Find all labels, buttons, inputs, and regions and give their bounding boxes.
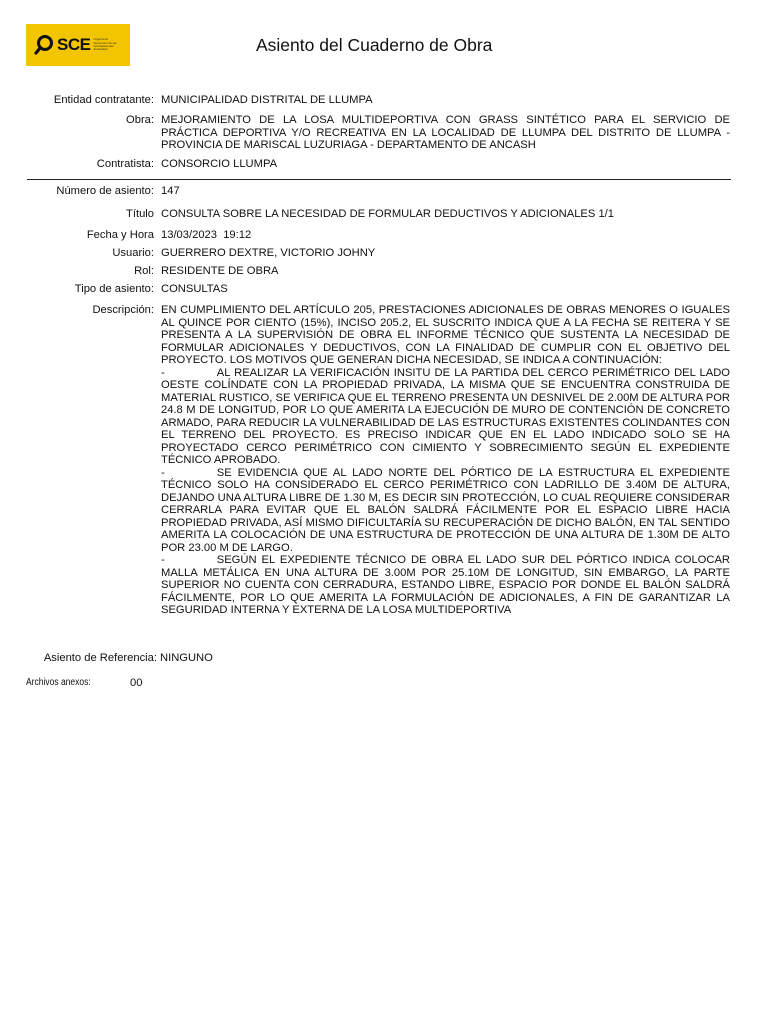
field-value: 147	[161, 185, 180, 197]
annexes-label: Archivos anexos:	[26, 677, 91, 688]
field-label: Usuario:	[112, 247, 154, 259]
description-bullet	[161, 554, 730, 617]
field-label: Descripción:	[92, 304, 154, 316]
field-value: MEJORAMIENTO DE LA LOSA MULTIDEPORTIVA CON GRASS SINTÉTICO PARA EL SERVICIO DE PRÁCTICA DEPORTIVA Y/O RECREATIVA EN LA LOCALIDAD DE LLUMPA DEL DISTRITO DE LLUMPA - PROVINCIA DE MARISCAL LUZURIAGA - DEPARTAMENTO DE ANCASH	[161, 114, 730, 151]
bullet-text: SE EVIDENCIA QUE AL LADO NORTE DEL PÓRTICO DE LA ESTRUCTURA EL EXPEDIENTE TÉCNICO SOLO HA CONSIDERADO EL CERCO PERIMÉTRICO CON LADRILLO DE 3.40M DE ALTURA, DEJANDO UNA ALTURA LIBRE DE 1.30 M, ES DECIR SIN PROTECCIÓN, LO CUAL REQUIERE CONSIDERAR CERRARLA PARA EVITAR QUE EL BALÓN SALDRÁ FÁCILMENTE POR EL ESPACIO LIBRE HACIA PROPIEDAD PRIVADA, ASÍ MISMO DIFICULTARÍA SU RECUPERACIÓN DE DICHO BALÓN, EN TAL SENTIDO AMERITA LA COLOCACIÓN DE UNA ESTRUCTURA DE PROTECCIÓN DE UNA ALTURA DE 1.30M DE ALTO POR 23.00 M DE LARGO.	[161, 466, 730, 554]
bullet-text: SEGÚN EL EXPEDIENTE TÉCNICO DE OBRA EL LADO SUR DEL PÓRTICO INDICA COLOCAR MALLA METÁLICA EN UNA ALTURA DE 3.00M POR 25.10M DE LONGITUD, SIN EMBARGO, LA PARTE SUPERIOR NO CUENTA CON CERRADURA, ESTANDO LIBRE, ESPACIO POR DONDE EL BALÓN SALDRÁ FÁCILMENTE, POR LO QUE AMERITA LA FORMULACIÓN DE ADICIONALES, A FIN DE GARANTIZAR LA SEGURIDAD INTERNA Y EXTERNA DE LA LOSA MULTIDEPORTIVA	[161, 554, 730, 616]
field-label: Título	[126, 208, 154, 220]
field-label: Fecha y Hora	[86, 229, 154, 241]
field-value: MUNICIPALIDAD DISTRITAL DE LLUMPA	[161, 94, 373, 106]
field-value: NINGUNO	[160, 652, 213, 664]
field-label: Tipo de asiento:	[74, 283, 154, 295]
osce-logo	[26, 24, 130, 66]
logo-mark	[34, 34, 90, 56]
field-value: CONSULTA SOBRE LA NECESIDAD DE FORMULAR DEDUCTIVOS Y ADICIONALES 1/1	[161, 208, 615, 220]
document-title: Asiento del Cuaderno de Obra	[256, 35, 493, 55]
bullet-mark: -	[161, 466, 165, 479]
magnifier-icon	[34, 34, 56, 56]
description-bullet	[161, 467, 730, 555]
bullet-text: AL REALIZAR LA VERIFICACIÓN INSITU DE LA PARTIDA DEL CERCO PERIMÉTRICO DEL LADO OESTE COLÍNDATE CON LA PROPIEDAD PRIVADA, LA MISMA QUE SE ENCUENTRA CONSTRUIDA DE MATERIAL RUSTICO, SE VERIFICA QUE EL TERRENO PRESENTA UN DESNIVEL DE 2.00M DE ALTURA POR 24.8 M DE LONGITUD, POR LO QUE AMERITA LA EJECUCIÓN DE MURO DE CONTENCIÓN DE CONCRETO ARMADO, PARA REDUCIR LA VULNERABILIDAD DE LAS ESTRUCTURAS EXISTENTES COLINDANTES CON EL TERRENO DEL PROYECTO. ES PRECISO INDICAR QUE EN EL LADO INDICADO SOLO SE HA PROYECTADO CERCO PERIMÉTRICO CON CIMIENTO Y SOBRECIMIENTO SEGÚN EL EXPEDIENTE TÉCNICO APROBADO.	[161, 366, 730, 466]
field-value: CONSULTAS	[161, 283, 228, 295]
description-intro: EN CUMPLIMIENTO DEL ARTÍCULO 205, PRESTACIONES ADICIONALES DE OBRAS MENORES O IGUALES AL QUINCE POR CIENTO (15%), INCISO 205.2, EL SUSCRITO INDICA QUE A LA FECHA SE REITERA Y SE PRESENTA A LA SUPERVISIÓN DE OBRA EL INFORME TÉCNICO QUE SUSTENTA LA NECESIDAD DE FORMULAR ADICIONALES Y DEDUCTIVOS, CON LA FINALIDAD DE CUMPLIR CON EL OBJETIVO DEL PROYECTO. LOS MOTIVOS QUE GENERAN DICHA NECESIDAD, SE INDICA A CONTINUACIÓN:	[161, 304, 730, 366]
bullet-mark: -	[161, 554, 165, 566]
field-label: Entidad contratante:	[53, 94, 154, 106]
logo-subtitle: Organismo Supervisor de las Contrataciones del Estado	[93, 37, 117, 52]
annexes-value: 00	[130, 677, 143, 689]
description-bullet	[161, 367, 730, 467]
field-value: 13/03/2023 19:12	[161, 229, 252, 241]
field-label: Obra:	[126, 114, 154, 126]
field-label: Número de asiento:	[56, 185, 154, 197]
field-label: Rol:	[134, 265, 154, 277]
field-label: Contratista:	[96, 158, 154, 170]
field-value: RESIDENTE DE OBRA	[161, 265, 279, 277]
divider	[27, 179, 731, 180]
field-value: CONSORCIO LLUMPA	[161, 158, 278, 170]
field-value: GUERRERO DEXTRE, VICTORIO JOHNY	[161, 247, 376, 259]
logo-text: SCE	[57, 35, 91, 54]
bullet-mark: -	[161, 366, 165, 379]
field-label: Asiento de Referencia:	[43, 652, 157, 664]
description-body	[161, 304, 730, 617]
